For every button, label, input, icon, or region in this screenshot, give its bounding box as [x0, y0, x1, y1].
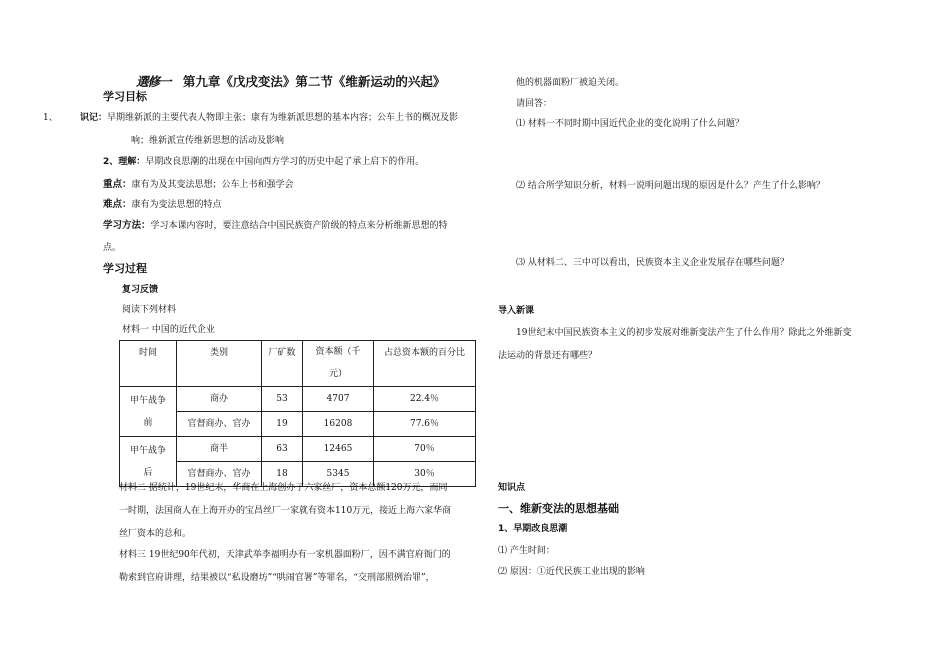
period-after-line2: 后 [143, 467, 153, 478]
header-capital [303, 341, 374, 387]
question-1: ⑴ 材料一不同时期中国近代企业的变化说明了什么问题？ [516, 119, 744, 129]
material2-line1: 材料二 据统计，19世纪末，华商在上海创办了六家丝厂，资本总额120万元，而同 [119, 483, 448, 493]
method-label: 学习方法： [103, 220, 151, 231]
item-reason: ⑵ 原因：①近代民族工业出现的影响 [498, 567, 645, 577]
material3-line1: 材料三 19世纪90年代初，天津武举李福明办有一家机器面粉厂，因不满官府衙门的 [119, 550, 451, 560]
cell-capital: 16208 [303, 412, 374, 437]
header-count: 厂矿数 [262, 341, 303, 387]
goal1-number: 1、 [43, 113, 58, 123]
goal1-line1 [80, 110, 458, 123]
cell-category: 商半 [177, 437, 262, 462]
page-title [136, 72, 445, 90]
cell-capital: 5345 [303, 462, 374, 487]
method-line2: 点。 [103, 243, 122, 253]
review-heading: 复习反馈 [122, 285, 159, 295]
method-line [103, 217, 448, 231]
knowledge-heading: 知识点 [498, 483, 526, 493]
cell-count: 19 [262, 412, 303, 437]
goal1-label: 识记： [80, 113, 108, 123]
cell-count: 53 [262, 387, 303, 412]
material2-line3: 丝厂资本的总和。 [119, 529, 192, 539]
intro-heading: 导入新课 [498, 306, 535, 316]
period-before-line2: 前 [143, 417, 153, 428]
chapter-title: 第九章《戊戌变法》第二节《维新运动的兴起》 [182, 74, 446, 89]
header-time: 时间 [120, 341, 177, 387]
cell-capital: 12465 [303, 437, 374, 462]
header-capital-line1: 资本额（千 [315, 347, 361, 357]
goals-heading: 学习目标 [103, 90, 147, 103]
enterprise-table [119, 340, 476, 487]
cell-count: 63 [262, 437, 303, 462]
process-heading: 学习过程 [103, 262, 147, 275]
cell-category: 官督商办、官办 [177, 462, 262, 487]
question-2: ⑵ 结合所学知识分析，材料一说明问题出现的原因是什么？产生了什么影响？ [516, 181, 825, 191]
material3-continuation: 他的机器面粉厂被迫关闭。 [516, 78, 625, 88]
section1-heading: 一、维新变法的思想基础 [498, 502, 619, 515]
subsection1-heading: 1、早期改良思潮 [498, 524, 568, 534]
cell-percent: 22.4％ [374, 387, 476, 412]
cell-count: 18 [262, 462, 303, 487]
table-row [120, 387, 476, 412]
cell-percent: 70％ [374, 437, 476, 462]
key-points-line [103, 176, 294, 190]
header-capital-line2: 元） [328, 369, 347, 379]
cell-capital: 4707 [303, 387, 374, 412]
goal2-line [103, 154, 424, 167]
cell-percent: 30％ [374, 462, 476, 487]
cell-percent: 77.6％ [374, 412, 476, 437]
intro-line2: 法运动的背景还有哪些？ [498, 351, 598, 361]
material2-line2: 一时期，法国商人在上海开办的宝昌丝厂一家就有资本110万元，接近上海六家华商 [119, 506, 452, 516]
difficulty-text: 康有为变法思想的特点 [131, 200, 222, 210]
item-time: ⑴ 产生时间： [498, 546, 555, 556]
course-logo: 選修一 [136, 74, 171, 89]
table-row [120, 437, 476, 462]
cell-category: 官督商办、官办 [177, 412, 262, 437]
difficulty-label: 难点： [103, 199, 132, 210]
header-percent: 占总资本额的百分比 [374, 341, 476, 387]
period-before-war [120, 387, 177, 437]
question-3: ⑶ 从材料二、三中可以看出，民族资本主义企业发展存在哪些问题？ [516, 258, 789, 268]
goal2-text: 早期改良思潮的出现在中国向西方学习的历史中起了承上启下的作用。 [145, 157, 425, 167]
period-after-war [120, 437, 177, 487]
method-text: 学习本课内容时，要注意结合中国民族资产阶级的特点来分析维新思想的特 [150, 221, 448, 231]
goal2-label: 2、理解： [103, 157, 146, 167]
intro-line1: 19世纪末中国民族资本主义的初步发展对维新变法产生了什么作用？除此之外维新变 [516, 328, 852, 338]
period-after-line1: 甲午战争 [129, 445, 166, 456]
cell-category: 商办 [177, 387, 262, 412]
goal1-text: 早期维新派的主要代表人物即主张；康有为维新派思想的基本内容；公车上书的概况及影 [107, 113, 459, 123]
material1-caption: 材料一 中国的近代企业 [122, 325, 215, 335]
answer-prompt: 请回答： [516, 99, 553, 109]
goal1-line2: 响；维新派宣传维新思想的活动及影响 [131, 136, 285, 146]
header-category: 类别 [177, 341, 262, 387]
read-instruction: 阅读下列材料 [122, 305, 177, 315]
key-points-label: 重点： [103, 179, 132, 190]
difficulty-line [103, 196, 222, 210]
key-points-text: 康有为及其变法思想；公车上书和强学会 [131, 180, 294, 190]
period-before-line1: 甲午战争 [129, 395, 166, 406]
material3-line2: 勒索到官府讲理，结果被以“私设磨坊”“哄闹官署”等罪名，“交刑部照例治罪”， [119, 573, 435, 583]
